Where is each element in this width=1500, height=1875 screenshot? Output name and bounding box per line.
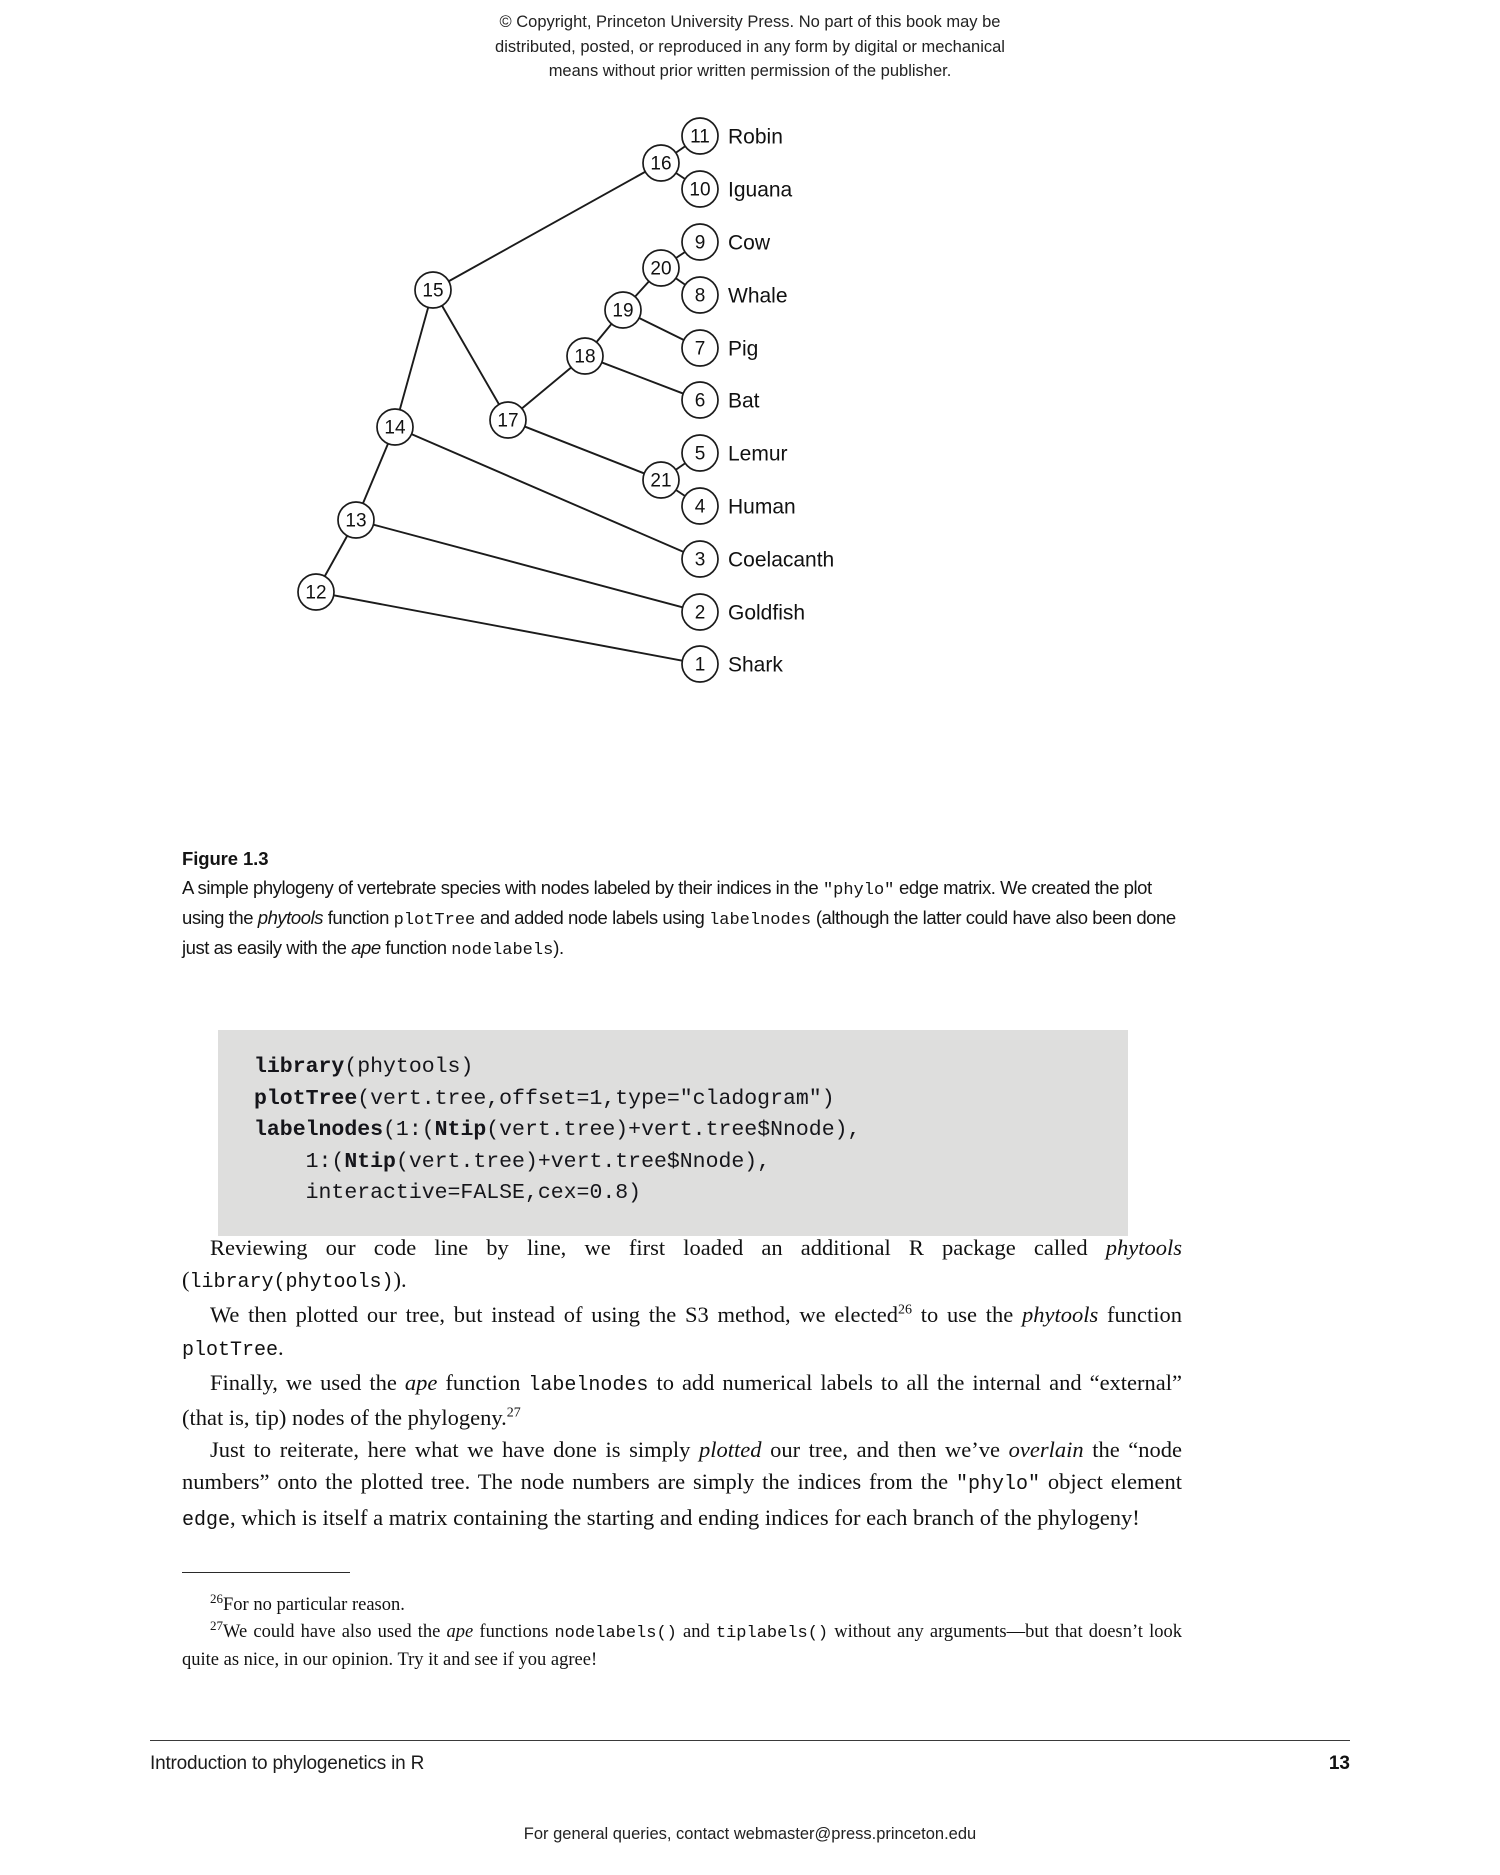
code-text: (1:( (383, 1118, 435, 1142)
p1-mono-library: library(phytools) (189, 1271, 394, 1295)
tip-node-5 (682, 435, 718, 471)
footnote-26-marker: 26 (210, 1590, 223, 1606)
node-index-label: 4 (694, 496, 706, 518)
figure-caption (182, 848, 1182, 964)
caption-text-2c: and added node labels using (475, 907, 710, 928)
internal-node-18 (567, 338, 603, 374)
tip-node-2 (682, 594, 718, 630)
tip-node-7 (682, 330, 718, 366)
footnote-27-marker: 27 (210, 1617, 223, 1633)
p3-mono-labelnodes: labelnodes (528, 1373, 649, 1397)
p2-text-b: to use the (912, 1302, 1023, 1328)
code-text: (vert.tree,offset=1,type="cladogram") (357, 1086, 835, 1111)
tip-node-1 (682, 646, 718, 682)
footnote-27 (182, 1619, 1182, 1674)
tree-edge-16-10 (676, 173, 685, 179)
tree-edge-17-18 (522, 368, 571, 409)
internal-node-16 (643, 145, 679, 181)
p1-ital-phytools: phytools (1105, 1235, 1182, 1260)
caption-text-3c: ). (553, 937, 564, 958)
node-index-label: 18 (574, 346, 596, 368)
page-number: 13 (1328, 1753, 1350, 1774)
p1-text-c: ). (393, 1267, 407, 1293)
p4-text-a: Just to reiterate, here what we have done is simply (210, 1437, 699, 1463)
p2-text-a: We then plotted our tree, but instead of using the S3 method, we elected (210, 1302, 899, 1328)
paragraph-3 (182, 1367, 1182, 1434)
tree-edge-12-1 (334, 595, 683, 660)
node-index-label: 13 (345, 510, 367, 532)
p4-mono-edge: edge (182, 1508, 231, 1532)
tree-edge-13-14 (363, 444, 388, 504)
p4-ital-plotted: plotted (698, 1437, 762, 1463)
copyright-line-3: means without prior written permission of the publisher. (548, 62, 952, 80)
tree-edge-15-16 (449, 172, 646, 281)
caption-ital-phytools: phytools (257, 907, 324, 928)
node-index-label: 2 (694, 602, 706, 624)
node-index-label: 5 (694, 443, 706, 465)
figure-caption-title: Figure 1.3 (182, 848, 269, 869)
p3-text-b: function (437, 1369, 529, 1395)
p4-text-e: , which is itself a matrix containing the starting and ending indices for each branch of the phylogeny! (230, 1504, 1140, 1530)
p1-text-a: Reviewing our code line by line, we first loaded an additional R package called (210, 1235, 1106, 1260)
paragraph-1 (182, 1232, 1182, 1299)
p4-ital-overlain: overlain (1008, 1437, 1084, 1463)
code-keyword: plotTree (254, 1086, 358, 1111)
tip-node-10 (682, 171, 718, 207)
tip-label-shark: Shark (728, 653, 783, 677)
p2-ital-phytools: phytools (1022, 1302, 1099, 1328)
tip-node-4 (682, 488, 718, 524)
internal-node-17 (490, 402, 526, 438)
tree-edge-19-20 (635, 281, 649, 296)
tree-edge-14-15 (400, 307, 428, 409)
p1-text-b: ( (182, 1267, 190, 1293)
code-block (218, 1030, 1128, 1236)
internal-node-13 (338, 502, 374, 538)
tree-edge-20-8 (676, 278, 685, 285)
tree-edge-21-5 (676, 463, 685, 470)
tip-node-11 (682, 118, 718, 154)
code-text: interactive=FALSE,cex=0.8) (254, 1181, 642, 1205)
code-keyword: Ntip (344, 1149, 396, 1174)
tip-node-9 (682, 224, 718, 260)
fn27-mono-nodelabels: nodelabels() (554, 1624, 677, 1643)
paragraph-4 (182, 1434, 1182, 1537)
caption-text-1a: A simple phylogeny of vertebrate species with nodes labeled by their indices in the (182, 877, 823, 898)
node-index-label: 3 (694, 549, 706, 571)
code-keyword: labelnodes (254, 1118, 384, 1142)
tree-edge-16-11 (676, 146, 685, 153)
footnotes (182, 1592, 1182, 1674)
internal-node-12 (298, 574, 334, 610)
p4-mono-phylo: "phylo" (956, 1473, 1041, 1497)
tree-edge-18-6 (602, 362, 683, 393)
caption-text-2b: function (323, 907, 394, 928)
body-text (182, 1232, 1182, 1537)
figure-caption-body (182, 874, 1182, 964)
running-footer (150, 1753, 1350, 1775)
p4-text-d: object element (1040, 1469, 1182, 1495)
node-index-label: 21 (650, 470, 672, 492)
p3-text-a: Finally, we used the (210, 1369, 405, 1395)
footnote-26 (182, 1592, 1182, 1619)
p2-text-c: function (1098, 1302, 1182, 1328)
node-index-label: 6 (694, 390, 706, 412)
footnote-ref-26[interactable]: 26 (898, 1302, 913, 1318)
internal-node-19 (605, 292, 641, 328)
running-title: Introduction to phylogenetics in R (150, 1753, 425, 1774)
phylogeny-cladogram (150, 108, 1350, 708)
p4-text-b: our tree, and then we’ve (761, 1437, 1009, 1463)
tip-label-iguana: Iguana (728, 178, 793, 202)
p2-mono-plottree: plotTree (182, 1338, 279, 1362)
caption-mono-plottree: plotTree (393, 911, 476, 930)
node-index-label: 10 (689, 179, 711, 201)
copyright-notice (0, 10, 1500, 84)
code-text: (phytools) (344, 1055, 474, 1079)
p2-text-d: . (278, 1334, 284, 1360)
caption-mono-phylo: "phylo" (822, 881, 895, 900)
tip-label-robin: Robin (728, 125, 783, 149)
tree-edge-18-19 (596, 324, 611, 342)
footer-rule (150, 1740, 1350, 1741)
node-index-label: 19 (612, 300, 634, 322)
code-text: 1:( (254, 1149, 345, 1174)
node-index-label: 8 (694, 285, 706, 307)
node-index-label: 1 (694, 654, 706, 676)
internal-node-14 (377, 409, 413, 445)
caption-mono-labelnodes: labelnodes (709, 911, 812, 930)
phylogeny-figure (150, 108, 1350, 688)
tree-edge-15-17 (442, 306, 499, 405)
tip-label-whale: Whale (728, 284, 788, 308)
caption-text-1b: edge matrix. (894, 877, 996, 898)
tip-label-bat: Bat (728, 389, 760, 413)
fn27-text-c: and (676, 1622, 716, 1642)
code-content (218, 1052, 1128, 1210)
code-text: (vert.tree)+vert.tree$Nnode), (486, 1118, 861, 1142)
internal-node-15 (415, 272, 451, 308)
tip-label-goldfish: Goldfish (728, 601, 806, 625)
tip-node-3 (682, 541, 718, 577)
tree-edge-12-13 (325, 536, 348, 577)
tip-label-cow: Cow (728, 231, 771, 255)
copyright-line-2: distributed, posted, or reproduced in any form by digital or mechanical (495, 37, 1005, 56)
code-keyword: library (254, 1055, 345, 1079)
fn27-text-a: We could have also used the (223, 1622, 447, 1642)
node-index-label: 16 (650, 153, 672, 175)
fn27-ital-ape: ape (446, 1622, 474, 1642)
tip-node-6 (682, 382, 718, 418)
fn27-mono-tiplabels: tiplabels() (715, 1624, 829, 1643)
internal-node-21 (643, 462, 679, 498)
p3-ital-ape: ape (404, 1369, 438, 1395)
tree-edge-21-4 (676, 490, 685, 496)
caption-mono-nodelabels: nodelabels (451, 941, 554, 960)
tip-label-coelacanth: Coelacanth (728, 548, 835, 572)
footnote-26-text: For no particular reason. (223, 1595, 405, 1615)
tree-edge-19-7 (639, 318, 684, 340)
tip-node-8 (682, 277, 718, 313)
footnote-separator (182, 1572, 350, 1573)
caption-ital-ape: ape (351, 937, 381, 958)
node-index-label: 15 (422, 280, 444, 302)
node-index-label: 20 (650, 258, 672, 280)
code-keyword: Ntip (434, 1118, 487, 1142)
tree-nodes (298, 118, 718, 682)
general-queries-notice: For general queries, contact webmaster@press.princeton.edu (523, 1825, 977, 1843)
tree-edge-13-2 (373, 525, 682, 608)
node-index-label: 7 (694, 338, 706, 360)
caption-text-2a: We created the plot using the (182, 877, 1152, 928)
tip-label-human: Human (728, 495, 796, 519)
node-index-label: 17 (497, 410, 519, 432)
tree-edge-14-3 (412, 434, 684, 552)
caption-text-3a: (although the latter could have also been done just as easily with the (182, 907, 1176, 958)
paragraph-2 (182, 1299, 1182, 1366)
tip-label-pig: Pig (728, 337, 759, 361)
node-index-label: 12 (305, 582, 327, 604)
tip-labels (728, 126, 834, 677)
code-text: (vert.tree)+vert.tree$Nnode), (395, 1149, 771, 1174)
tree-edge-20-9 (676, 252, 685, 258)
footnote-ref-27[interactable]: 27 (506, 1405, 521, 1421)
tree-edge-17-21 (525, 427, 644, 474)
node-index-label: 14 (384, 417, 406, 439)
p3-text-c: to add numerical labels to all the internal and “external” (that is, tip) nodes of the phylogeny. (182, 1369, 1183, 1431)
internal-node-20 (643, 250, 679, 286)
caption-text-3b: function (380, 937, 452, 958)
fn27-text-d: without any arguments—but that doesn’t look quite as nice, in our opinion. Try it and see if you agree! (182, 1622, 1182, 1670)
p4-text-c: the “node numbers” onto the plotted tree. The node numbers are simply the indices from the (182, 1437, 1183, 1495)
node-index-label: 11 (690, 126, 710, 148)
node-index-label: 9 (694, 232, 706, 254)
copyright-line-1: © Copyright, Princeton University Press. No part of this book may be (499, 13, 1001, 31)
tip-label-lemur: Lemur (728, 442, 788, 466)
fn27-text-b: functions (473, 1622, 555, 1642)
